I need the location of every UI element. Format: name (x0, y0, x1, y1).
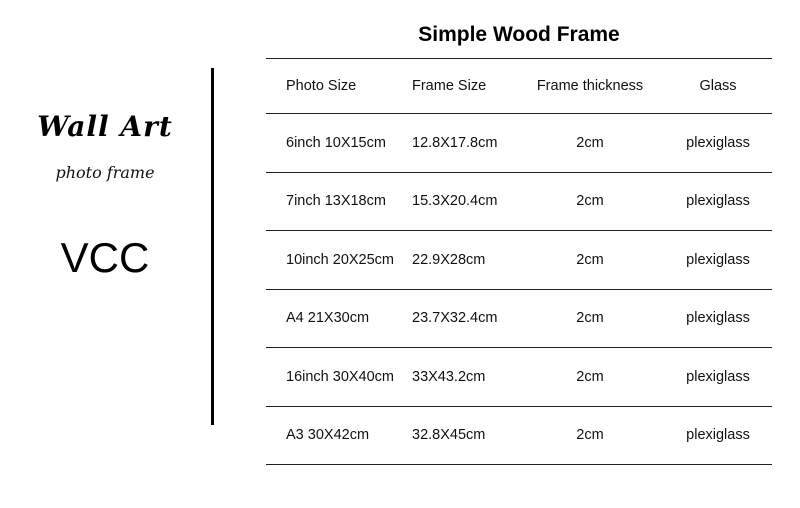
cell-frame-thickness: 2cm (576, 427, 604, 444)
brand-block (0, 110, 210, 282)
cell-frame-size: 23.7X32.4cm (412, 310, 498, 327)
brand-subtitle: photo frame (55, 163, 155, 182)
table-row (266, 348, 772, 407)
table-row (266, 114, 772, 173)
size-table (266, 58, 772, 465)
cell-glass: plexiglass (686, 368, 750, 385)
cell-glass: plexiglass (686, 193, 750, 210)
vertical-divider (211, 68, 214, 425)
cell-photo-size: 10inch 20X25cm (286, 251, 395, 268)
cell-frame-size: 15.3X20.4cm (412, 193, 498, 210)
column-header-photo-size: Photo Size (286, 78, 357, 94)
table-header-row (266, 59, 772, 114)
table-row (266, 407, 772, 466)
column-header-frame-size: Frame Size (412, 78, 487, 94)
cell-photo-size: A3 30X42cm (286, 427, 370, 444)
table-row (266, 290, 772, 349)
table-row (266, 231, 772, 290)
cell-frame-thickness: 2cm (576, 368, 604, 385)
cell-frame-thickness: 2cm (576, 193, 604, 210)
brand-title: Wall Art (37, 110, 173, 143)
table-title: Simple Wood Frame (418, 23, 620, 46)
cell-frame-size: 22.9X28cm (412, 251, 486, 268)
cell-frame-size: 12.8X17.8cm (412, 134, 498, 151)
cell-glass: plexiglass (686, 427, 750, 444)
cell-frame-thickness: 2cm (576, 251, 604, 268)
cell-glass: plexiglass (686, 310, 750, 327)
column-header-glass: Glass (699, 78, 737, 94)
cell-photo-size: 7inch 13X18cm (286, 193, 386, 210)
brand-code: VCC (60, 234, 150, 281)
cell-frame-thickness: 2cm (576, 134, 604, 151)
cell-glass: plexiglass (686, 251, 750, 268)
cell-frame-thickness: 2cm (576, 310, 604, 327)
cell-photo-size: 6inch 10X15cm (286, 134, 386, 151)
column-header-frame-thickness: Frame thickness (536, 78, 644, 94)
cell-photo-size: A4 21X30cm (286, 310, 370, 327)
cell-frame-size: 33X43.2cm (412, 368, 486, 385)
cell-photo-size: 16inch 30X40cm (286, 368, 395, 385)
table-row (266, 173, 772, 232)
cell-glass: plexiglass (686, 134, 750, 151)
cell-frame-size: 32.8X45cm (412, 427, 486, 444)
